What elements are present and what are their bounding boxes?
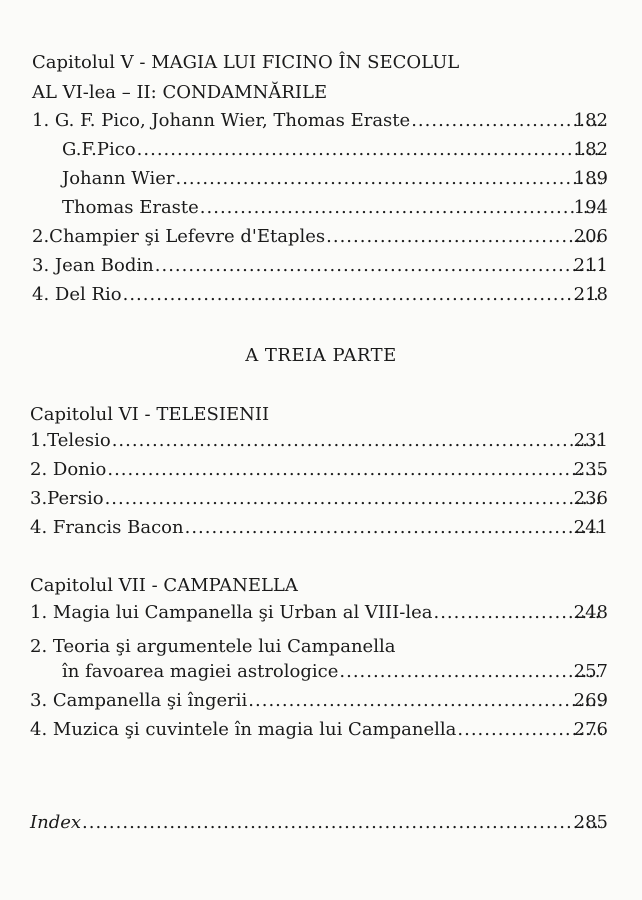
entry-page: 241 — [573, 517, 608, 538]
entry-label: Thomas Eraste — [62, 197, 199, 218]
leader-dots — [105, 488, 602, 509]
toc-entry — [30, 517, 606, 547]
entry-label: 1. Magia lui Campanella şi Urban al VIII-lea — [30, 602, 433, 623]
entry-label: 4. Francis Bacon — [30, 517, 184, 538]
toc-entry — [30, 690, 606, 720]
chapter5-title-line2: AL VI-lea – II: CONDAMNĂRILE — [32, 82, 328, 103]
entry-label: 4. Del Rio — [32, 284, 122, 305]
entry-label: 1. G. F. Pico, Johann Wier, Thomas Eraste — [32, 110, 411, 131]
entry-label: 3.Persio — [30, 488, 104, 509]
entry-page: 218 — [573, 284, 608, 305]
toc-entry-index — [30, 812, 606, 842]
toc-entry — [32, 284, 606, 314]
leader-dots — [137, 139, 602, 160]
toc-entry — [32, 255, 606, 285]
entry-page: 206 — [573, 226, 608, 247]
entry-label: G.F.Pico — [62, 139, 136, 160]
toc-entry — [30, 430, 606, 460]
entry-label: 2.Champier şi Lefevre d'Etaples — [32, 226, 326, 247]
entry-label: 3. Campanella şi îngerii — [30, 690, 248, 711]
toc-entry — [62, 168, 606, 198]
part-heading: A TREIA PARTE — [245, 345, 397, 366]
entry-label-line1: 2. Teoria şi argumentele lui Campanella — [30, 636, 396, 657]
leader-dots — [107, 459, 602, 480]
entry-page: 235 — [573, 459, 608, 480]
entry-label: 2. Donio — [30, 459, 107, 480]
leader-dots — [82, 812, 602, 833]
entry-page: 269 — [573, 690, 608, 711]
entry-label: Index — [30, 812, 82, 833]
toc-entry — [30, 719, 606, 749]
leader-dots — [112, 430, 602, 451]
leader-dots — [123, 284, 602, 305]
chapter6-title: Capitolul VI - TELESIENII — [30, 404, 270, 425]
leader-dots — [155, 255, 602, 276]
toc-entry — [32, 110, 606, 140]
entry-page: 231 — [573, 430, 608, 451]
entry-label: 4. Muzica şi cuvintele în magia lui Campanella — [30, 719, 457, 740]
entry-page: 189 — [573, 168, 608, 189]
entry-page: 194 — [573, 197, 608, 218]
entry-page: 248 — [573, 602, 608, 623]
toc-entry — [30, 488, 606, 518]
toc-entry — [62, 197, 606, 227]
entry-page: 211 — [573, 255, 608, 276]
chapter5-title-line1: Capitolul V - MAGIA LUI FICINO ÎN SECOLUL — [32, 52, 460, 73]
entry-page: 257 — [573, 661, 608, 682]
entry-label: 3. Jean Bodin — [32, 255, 154, 276]
toc-entry — [62, 661, 606, 691]
chapter7-title: Capitolul VII - CAMPANELLA — [30, 575, 298, 596]
toc-entry — [30, 459, 606, 489]
entry-label: în favoarea magiei astrologice — [62, 661, 339, 682]
entry-label: Johann Wier — [62, 168, 175, 189]
entry-page: 182 — [573, 139, 608, 160]
entry-page: 276 — [573, 719, 608, 740]
entry-page: 285 — [573, 812, 608, 833]
toc-entry — [30, 602, 606, 632]
entry-label: 1.Telesio — [30, 430, 111, 451]
toc-entry — [32, 226, 606, 256]
entry-page: 182 — [573, 110, 608, 131]
entry-page: 236 — [573, 488, 608, 509]
toc-entry — [62, 139, 606, 169]
